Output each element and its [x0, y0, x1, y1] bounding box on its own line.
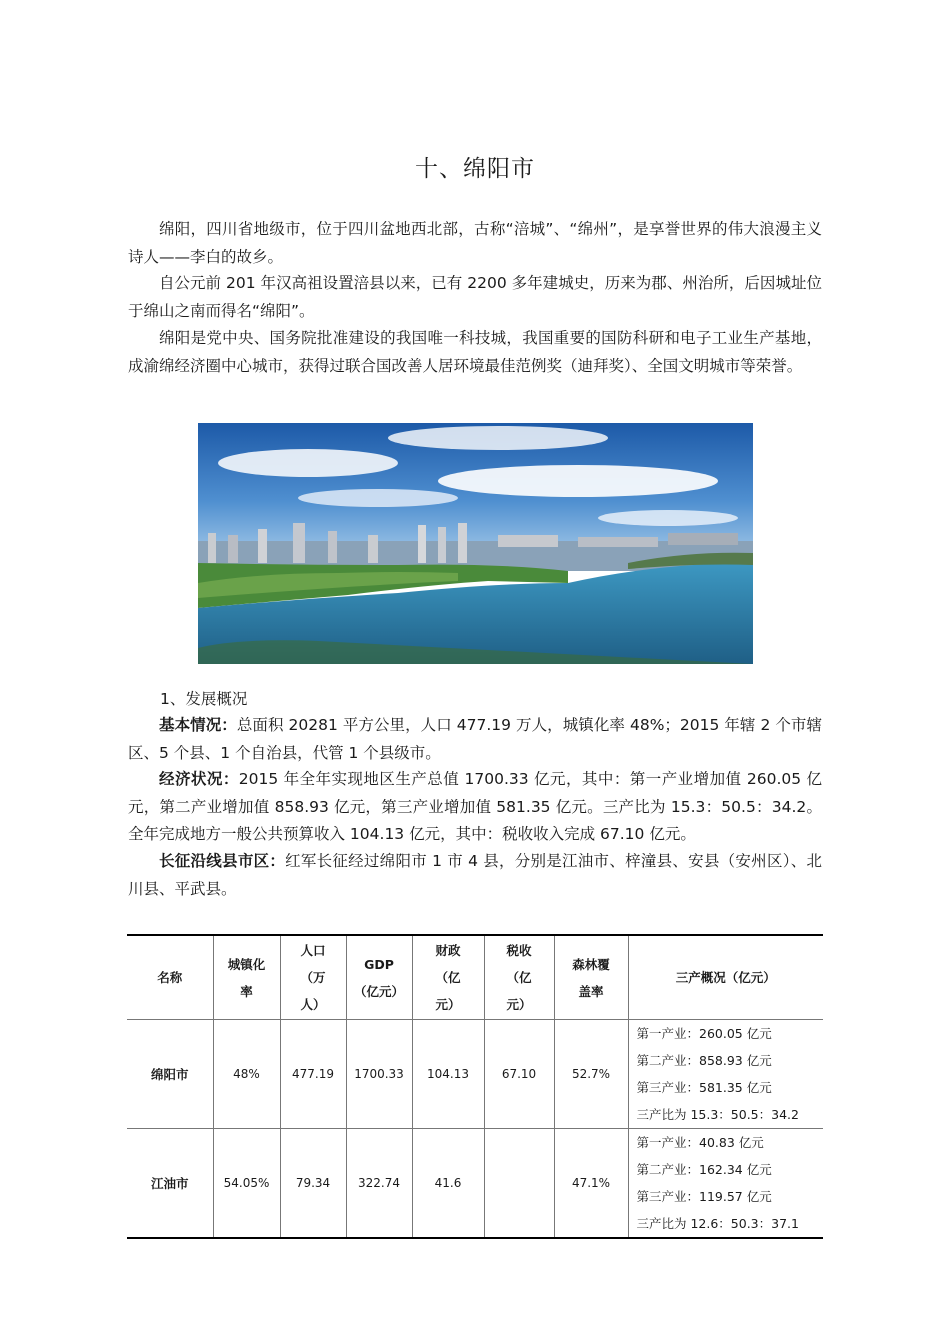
cell-urbanization: 54.05% [213, 1129, 280, 1239]
cell-tax: 67.10 [484, 1020, 554, 1129]
summary-line: 第二产业：858.93 亿元 [636, 1053, 772, 1068]
summary-line: 三产比为 12.6：50.3：37.1 [636, 1216, 799, 1231]
summary-line: 第二产业：162.34 亿元 [636, 1162, 772, 1177]
intro-paragraph-3: 绵阳是党中央、国务院批准建设的我国唯一科技城，我国重要的国防科研和电子工业生产基地，成渝绵经济圈中心城市，获得过联合国改善人居环境最佳范例奖（迪拜奖）、全国文明城市等荣誉。 [128, 329, 822, 375]
header-gdp: GDP （亿元） [346, 935, 412, 1020]
header-forest: 森林覆 盖率 [554, 935, 628, 1020]
economy-paragraph [128, 766, 822, 849]
basic-info-text: 总面积 20281 平方公里，人口 477.19 万人，城镇化率 48%；2015 年辖 2 个市辖区、5 个县、1 个自治县，代管 1 个县级市。 [128, 716, 822, 762]
cell-forest: 52.7% [554, 1020, 628, 1129]
statistics-table [127, 934, 823, 1239]
city-landscape-photo [198, 423, 753, 664]
cell-tax [484, 1129, 554, 1239]
cell-fiscal: 41.6 [412, 1129, 484, 1239]
header-urbanization: 城镇化 率 [213, 935, 280, 1020]
header-name: 名称 [127, 935, 213, 1020]
cell-name: 江油市 [127, 1129, 213, 1239]
basic-info-label: 基本情况： [159, 716, 237, 734]
long-march-paragraph [128, 848, 822, 903]
cell-forest: 47.1% [554, 1129, 628, 1239]
section-heading: 1、发展概况 [160, 690, 248, 708]
header-population: 人口 （万 人） [280, 935, 346, 1020]
table-header-row [127, 935, 823, 1020]
economy-label: 经济状况： [159, 770, 239, 788]
summary-line: 第一产业：40.83 亿元 [636, 1135, 764, 1150]
cell-name: 绵阳市 [127, 1020, 213, 1129]
cell-gdp: 1700.33 [346, 1020, 412, 1129]
header-fiscal: 财政 （亿 元） [412, 935, 484, 1020]
header-industry-summary: 三产概况（亿元） [628, 935, 823, 1020]
intro-paragraph-2: 自公元前 201 年汉高祖设置涪县以来，已有 2200 多年建城史，历来为郡、州治所，后因城址位于绵山之南而得名“绵阳”。 [128, 274, 822, 320]
header-tax: 税收 （亿 元） [484, 935, 554, 1020]
summary-line: 第三产业：119.57 亿元 [636, 1189, 772, 1204]
cell-population: 79.34 [280, 1129, 346, 1239]
summary-line: 第三产业：581.35 亿元 [636, 1080, 772, 1095]
cell-population: 477.19 [280, 1020, 346, 1129]
table-row [127, 1129, 823, 1239]
table-row [127, 1020, 823, 1129]
economy-text: 2015 年全年实现地区生产总值 1700.33 亿元，其中：第一产业增加值 260.05 亿元，第二产业增加值 858.93 亿元，第三产业增加值 581.35 亿元。三产比为 15.3：50.5：34.2。全年完成地方一般公共预算收入 104.13 亿元，其中：税收收入完成 67.10 亿元。 [128, 770, 822, 843]
summary-line: 三产比为 15.3：50.5：34.2 [636, 1107, 799, 1122]
cell-industry-summary [628, 1020, 823, 1129]
cell-urbanization: 48% [213, 1020, 280, 1129]
cell-industry-summary [628, 1129, 823, 1239]
page-title: 十、绵阳市 [415, 156, 535, 182]
intro-paragraph-1: 绵阳，四川省地级市，位于四川盆地西北部，古称“涪城”、“绵州”，是享誉世界的伟大浪漫主义诗人——李白的故乡。 [128, 220, 822, 266]
summary-line: 第一产业：260.05 亿元 [636, 1026, 772, 1041]
cell-gdp: 322.74 [346, 1129, 412, 1239]
long-march-text: 红军长征经过绵阳市 1 市 4 县，分别是江油市、梓潼县、安县（安州区）、北川县、平武县。 [128, 852, 822, 898]
long-march-label: 长征沿线县市区： [159, 852, 286, 870]
basic-info-paragraph [128, 712, 822, 767]
cell-fiscal: 104.13 [412, 1020, 484, 1129]
